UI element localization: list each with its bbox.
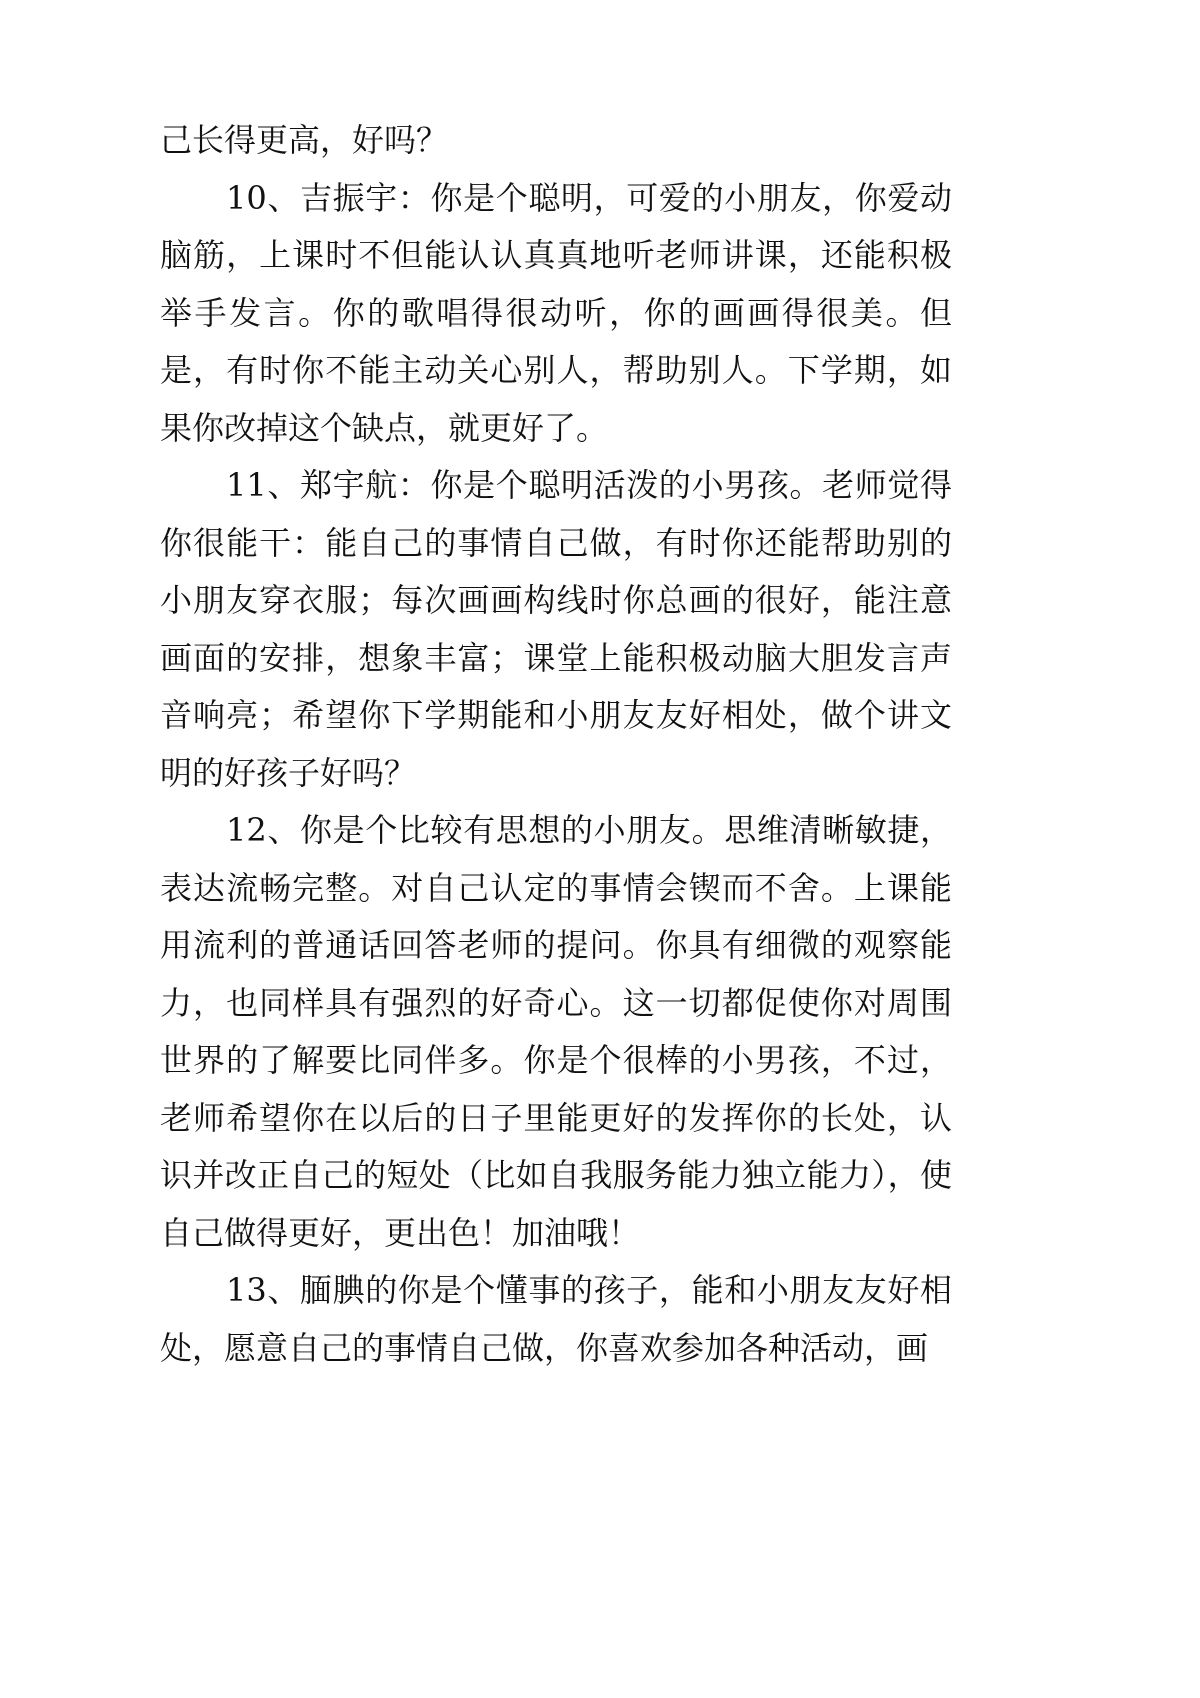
text-line: 举手发言。你的歌唱得很动听，你的画画得很美。但是， <box>160 293 952 389</box>
text-line: 力，也同样具有强烈的好奇心。这一切都促使你对周围 <box>160 983 952 1022</box>
text-line: 音响亮；希望你下学期能和小朋友友好相处，做个讲文 <box>160 696 952 734</box>
text-line: 己长得更高，好吗？ <box>160 121 449 159</box>
text-line: 脑筋，上课时不但能认认真真地听老师讲课，还能积极 <box>160 236 952 274</box>
text-line: 你很能干：能自己的事情自己做，有时你还能帮助别的 <box>160 523 952 562</box>
text-line: 小朋友穿衣服；每次画画构线时你总画的很好，能注意 <box>160 581 952 619</box>
text-line: 处，愿意自己的事情自己做，你喜欢参加各种活动，画 <box>160 1328 929 1367</box>
text-line: 老师希望你在以后的日子里能更好的发挥你的长处，认 <box>160 1098 952 1137</box>
text-line: 识并改正自己的短处（比如自我服务能力独立能力）， <box>160 1156 920 1194</box>
paragraph-11 <box>160 457 952 802</box>
text-line: 表达流畅完整。对自己认定的事情会锲而不舍。上课能 <box>160 868 952 907</box>
text-line: 有时你不能主动关心别人，帮助别人。下学期，如果你 <box>160 351 952 447</box>
text-line: 使自己做得更好，更出色！加油哦！ <box>160 1156 952 1252</box>
text-line: 画面的安排，想象丰富；课堂上能积极动脑大胆发言声 <box>160 638 952 677</box>
document-body <box>160 112 952 1377</box>
paragraph-13 <box>160 1262 952 1377</box>
text-line: 世界的了解要比同伴多。你是个很棒的小男孩，不过， <box>160 1041 952 1079</box>
text-line: 12、你是个比较有思想的小朋友。思维清晰敏捷， <box>226 811 952 849</box>
paragraph-10 <box>160 170 952 458</box>
text-line: 改掉这个缺点，就更好了。 <box>224 408 609 447</box>
text-line: 10、吉振宇：你是个聪明，可爱的小朋友，你爱动 <box>226 178 952 217</box>
text-line: 用流利的普通话回答老师的提问。你具有细微的观察能 <box>160 926 952 964</box>
paragraph-continued <box>160 112 952 170</box>
text-line: 11、郑宇航：你是个聪明活泼的小男孩。老师觉得 <box>226 466 952 504</box>
text-line: 明的好孩子好吗？ <box>160 753 417 792</box>
text-line: 13、腼腆的你是个懂事的孩子，能和小朋友友好相 <box>226 1271 952 1309</box>
paragraph-12 <box>160 802 952 1262</box>
